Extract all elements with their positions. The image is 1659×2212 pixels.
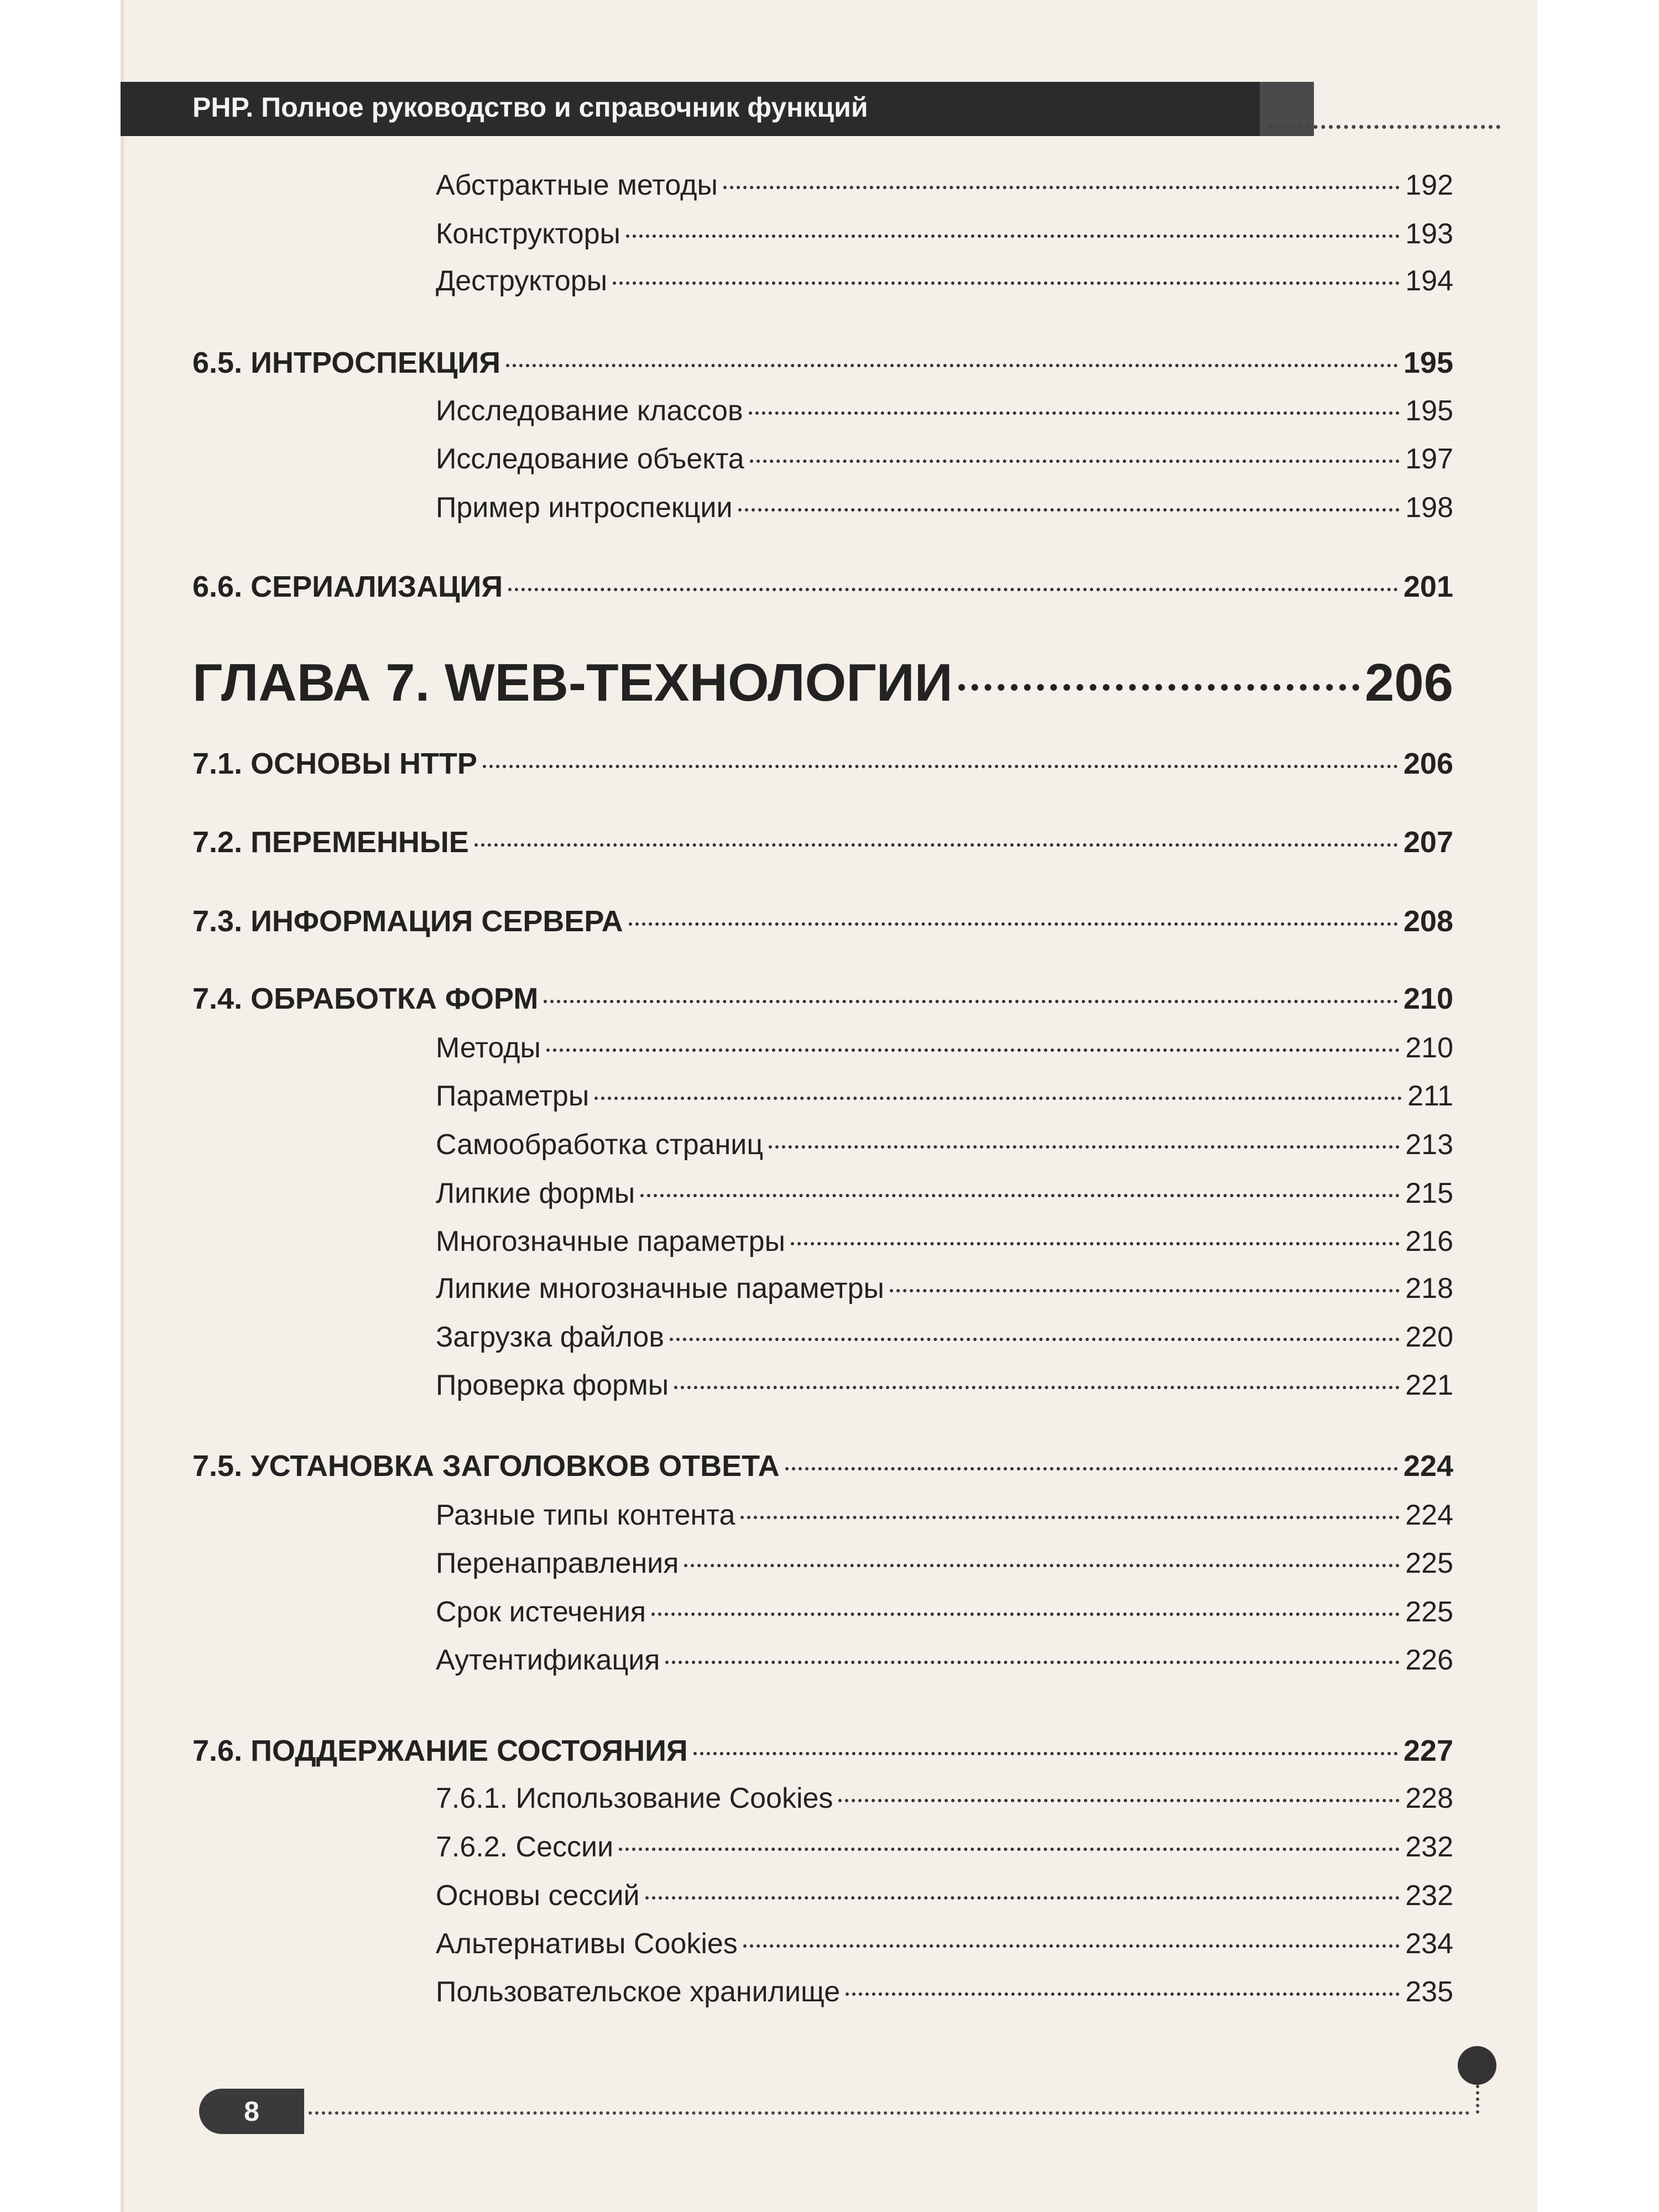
toc-entry-page-number: 235	[1405, 1976, 1453, 2008]
toc-entry-page-number: 225	[1405, 1596, 1453, 1628]
toc-subentry	[436, 1079, 1453, 1118]
toc-entry-page-number: 197	[1405, 443, 1453, 475]
dot-leader	[693, 1752, 1398, 1755]
dot-leader	[483, 765, 1398, 768]
toc-entry-title: 7.5. УСТАНОВКА ЗАГОЛОВКОВ ОТВЕТА	[192, 1449, 780, 1483]
dot-leader	[651, 1613, 1400, 1616]
dot-leader	[750, 460, 1400, 463]
toc-entry-page-number: 218	[1405, 1272, 1453, 1305]
toc-entry-page-number: 201	[1403, 570, 1453, 603]
dot-leader	[626, 234, 1400, 238]
dot-leader	[723, 186, 1400, 189]
dot-leader	[684, 1564, 1400, 1567]
toc-entry-page-number: 232	[1405, 1880, 1453, 1912]
toc-entry-page-number: 194	[1405, 265, 1453, 297]
dot-leader	[544, 1000, 1398, 1003]
toc-entry-page-number: 221	[1405, 1369, 1453, 1401]
toc-chapter	[192, 653, 1453, 719]
dot-leader	[613, 281, 1400, 285]
toc-entry-title: 6.6. СЕРИАЛИЗАЦИЯ	[192, 570, 503, 603]
dot-leader	[474, 843, 1398, 847]
dot-leader	[890, 1289, 1400, 1292]
footer-dotted-line	[309, 2111, 1470, 2115]
toc-entry-page-number: 198	[1405, 492, 1453, 524]
toc-entry-title: Абстрактные методы	[436, 169, 718, 201]
toc-section	[192, 346, 1453, 390]
dot-leader	[749, 411, 1400, 415]
toc-entry-title: Альтернативы Cookies	[436, 1928, 738, 1960]
dot-leader	[645, 1896, 1400, 1900]
toc-section	[192, 825, 1453, 869]
toc-subentry	[436, 1927, 1453, 1966]
toc-entry-title: 7.4. ОБРАБОТКА ФОРМ	[192, 982, 539, 1015]
toc-entry-page-number: 206	[1403, 747, 1453, 780]
dot-leader	[791, 1242, 1400, 1245]
dot-leader	[670, 1338, 1400, 1341]
footer-dotted-connector	[1476, 2085, 1479, 2114]
toc-entry-title: 6.5. ИНТРОСПЕКЦИЯ	[192, 346, 501, 379]
toc-entry-page-number: 210	[1403, 982, 1453, 1015]
toc-subentry	[436, 1128, 1453, 1167]
toc-entry-title: Срок истечения	[436, 1596, 646, 1628]
toc-subentry	[436, 1272, 1453, 1311]
toc-entry-title: Аутентификация	[436, 1644, 660, 1676]
toc-entry-title: 7.2. ПЕРЕМЕННЫЕ	[192, 826, 469, 859]
toc-entry-title: Липкие многозначные параметры	[436, 1272, 884, 1305]
header-dotted-line	[1268, 125, 1500, 129]
toc-entry-page-number: 192	[1405, 169, 1453, 201]
toc-entry-page-number: 216	[1405, 1225, 1453, 1258]
toc-subentry	[436, 217, 1453, 256]
toc-entry-title: Перенаправления	[436, 1547, 679, 1579]
toc-section	[192, 570, 1453, 614]
toc-entry-page-number: 195	[1403, 346, 1453, 379]
toc-entry-title: Разные типы контента	[436, 1499, 735, 1531]
toc-subentry	[436, 394, 1453, 433]
toc-entry-page-number: 234	[1405, 1928, 1453, 1960]
toc-entry-title: Параметры	[436, 1080, 589, 1112]
toc-entry-page-number: 210	[1405, 1032, 1453, 1064]
toc-section	[192, 982, 1453, 1026]
toc-subentry	[436, 491, 1453, 530]
toc-section	[192, 1734, 1453, 1778]
toc-entry-page-number: 227	[1403, 1734, 1453, 1767]
dot-leader	[846, 1992, 1400, 1996]
toc-subentry	[436, 1975, 1453, 2014]
toc-entry-page-number: 193	[1405, 218, 1453, 250]
toc-subentry	[436, 442, 1453, 481]
toc-subentry	[436, 1782, 1453, 1820]
toc-entry-page-number: 226	[1405, 1644, 1453, 1676]
toc-subentry	[436, 1031, 1453, 1070]
toc-entry-page-number: 207	[1403, 826, 1453, 859]
dot-leader	[958, 684, 1359, 691]
dot-leader	[546, 1048, 1400, 1052]
dot-leader	[743, 1944, 1400, 1948]
toc-entry-page-number: 220	[1405, 1321, 1453, 1353]
toc-subentry	[436, 1321, 1453, 1359]
toc-entry-title: Загрузка файлов	[436, 1321, 664, 1353]
toc-entry-title: ГЛАВА 7. WEB-ТЕХНОЛОГИИ	[192, 653, 953, 712]
dot-leader	[640, 1194, 1400, 1197]
toc-entry-page-number: 211	[1407, 1080, 1453, 1112]
toc-entry-title: 7.1. ОСНОВЫ HTTP	[192, 747, 477, 780]
page-number-badge	[199, 2089, 304, 2134]
dot-leader	[674, 1386, 1400, 1389]
toc-entry-title: Исследование классов	[436, 395, 743, 427]
toc-entry-title: Деструкторы	[436, 265, 608, 297]
dot-leader	[769, 1145, 1400, 1149]
toc-section	[192, 904, 1453, 948]
toc-subentry	[436, 1369, 1453, 1407]
book-page	[121, 0, 1537, 2212]
toc-entry-page-number: 208	[1403, 905, 1453, 938]
dot-leader	[619, 1848, 1400, 1851]
toc-subentry	[436, 169, 1453, 207]
toc-entry-page-number: 232	[1405, 1831, 1453, 1863]
dot-leader	[506, 364, 1398, 367]
toc-section	[192, 1449, 1453, 1493]
toc-entry-title: Многозначные параметры	[436, 1225, 785, 1258]
toc-entry-title: Липкие формы	[436, 1177, 635, 1209]
toc-subentry	[436, 1595, 1453, 1634]
footer-dot-marker	[1458, 2046, 1496, 2085]
toc-entry-page-number: 213	[1405, 1129, 1453, 1161]
toc-entry-title: Методы	[436, 1032, 541, 1064]
page-number: 8	[244, 2096, 259, 2127]
toc-entry-title: Пользовательское хранилище	[436, 1976, 841, 2008]
toc-entry-page-number: 224	[1403, 1449, 1453, 1483]
dot-leader	[594, 1097, 1402, 1100]
toc-subentry	[436, 1644, 1453, 1682]
dot-leader	[740, 1516, 1400, 1519]
toc-subentry	[436, 1879, 1453, 1918]
toc-entry-page-number: 215	[1405, 1177, 1453, 1209]
toc-subentry	[436, 1499, 1453, 1537]
toc-entry-title: Конструкторы	[436, 218, 620, 250]
toc-subentry	[436, 1225, 1453, 1264]
toc-entry-title: 7.6.2. Сессии	[436, 1831, 614, 1863]
toc-entry-page-number: 224	[1405, 1499, 1453, 1531]
toc-entry-title: 7.6. ПОДДЕРЖАНИЕ СОСТОЯНИЯ	[192, 1734, 688, 1767]
toc-subentry	[436, 1830, 1453, 1869]
toc-entry-title: Самообработка страниц	[436, 1129, 764, 1161]
toc-entry-title: Исследование объекта	[436, 443, 744, 475]
toc-subentry	[436, 1177, 1453, 1215]
dot-leader	[508, 588, 1398, 591]
toc-entry-page-number: 228	[1405, 1782, 1453, 1814]
toc-entry-title: Пример интроспекции	[436, 492, 733, 524]
toc-subentry	[436, 264, 1453, 303]
toc-entry-page-number: 206	[1364, 653, 1453, 712]
dot-leader	[665, 1661, 1400, 1664]
toc-subentry	[436, 1547, 1453, 1585]
dot-leader	[738, 508, 1400, 512]
toc-entry-title: 7.3. ИНФОРМАЦИЯ СЕРВЕРА	[192, 905, 623, 938]
toc-entry-title: Проверка формы	[436, 1369, 669, 1401]
toc-entry-title: Основы сессий	[436, 1880, 640, 1912]
toc-entry-page-number: 225	[1405, 1547, 1453, 1579]
toc-entry-title: 7.6.1. Использование Cookies	[436, 1782, 833, 1814]
dot-leader	[629, 922, 1398, 926]
dot-leader	[785, 1467, 1398, 1470]
toc-entry-page-number: 195	[1405, 395, 1453, 427]
dot-leader	[838, 1799, 1400, 1802]
running-header-title: PHP. Полное руководство и справочник функций	[192, 92, 868, 123]
toc-section	[192, 747, 1453, 791]
